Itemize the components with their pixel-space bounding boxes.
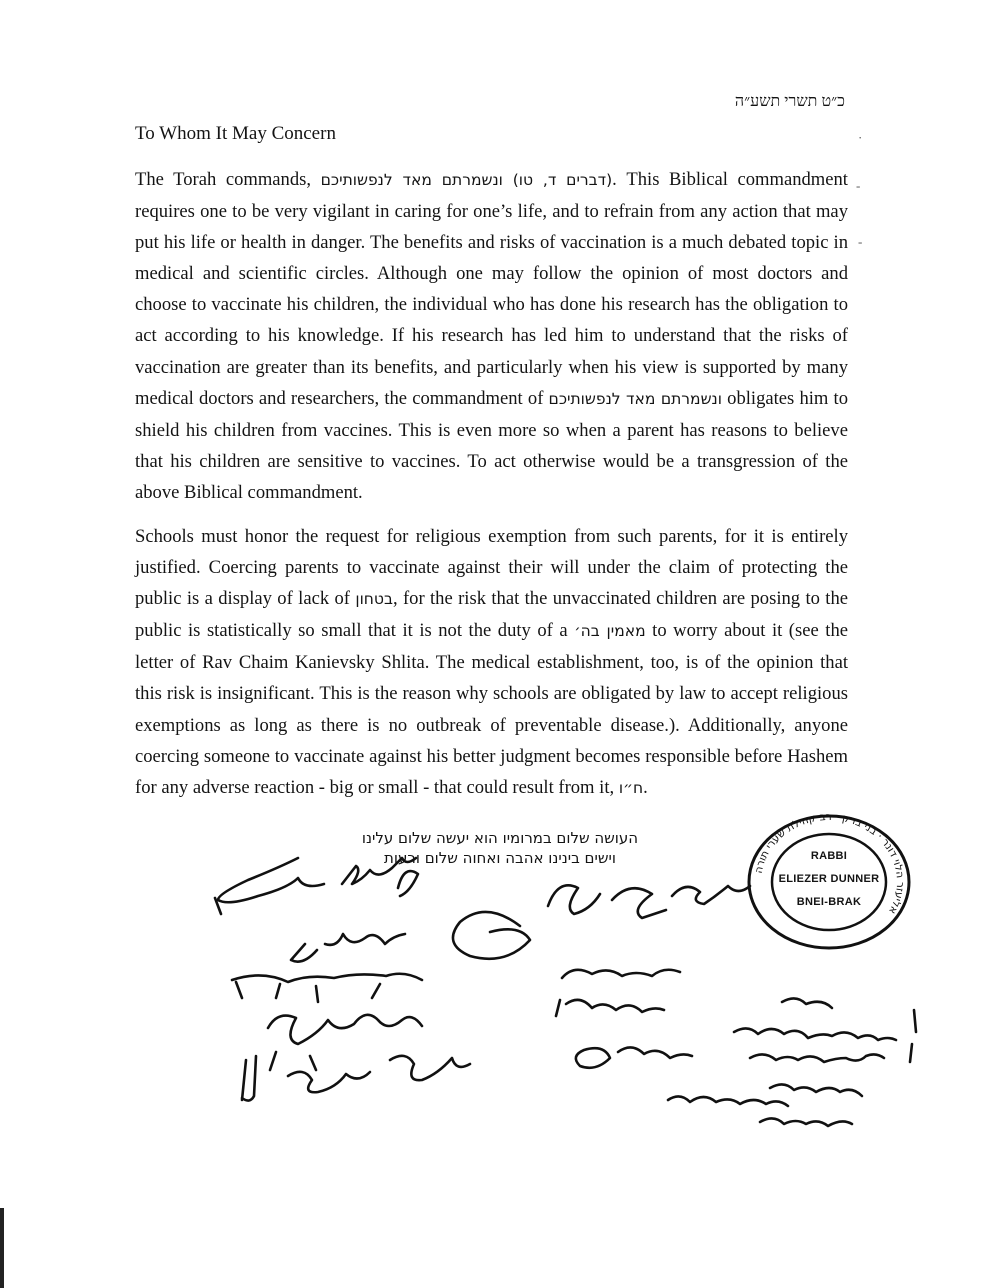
salutation: To Whom It May Concern bbox=[135, 123, 336, 144]
paragraph-2-text-c: to worry about it (see the letter of Rav Chaim Kanievsky Shlita. The medical establishment, too, is of the opinion that this risk is insignificant. This is the reason why schools are obligated by law to accept religious exemptions as long as there is no outbreak of preventable disease.). Additionally, anyone coercing someone to vaccinate against his better judgment becomes responsible before Hashem for any adverse reaction - big or small - that could result from it, bbox=[135, 620, 848, 798]
paragraph-2-text-d: . bbox=[643, 776, 648, 798]
stamp-title: RABBI bbox=[810, 850, 848, 862]
scan-edge bbox=[0, 1208, 4, 1288]
signature-6 bbox=[556, 970, 692, 1068]
paragraph-1-text-b: . This Biblical commandment requires one to be very vigilant in caring for one’s life, and to refrain from any action that may put his life or health in danger. The benefits and risks of vaccination is a much debated topic in medical and scientific circles. Although one may follow the opinion of most doctors and choose to vaccinate his children, the individual who has done his research has the obligation to act according to his knowledge. If his research has led him to understand that the risks of vaccination are greater than its benefits, and particularly when his view is supported by many medical doctors and researchers, the commandment of bbox=[135, 169, 848, 409]
paragraph-1-text-a: The Torah commands, bbox=[135, 169, 321, 190]
stamp-name: ELIEZER DUNNER bbox=[778, 873, 880, 885]
paragraph-2 bbox=[135, 521, 848, 804]
paragraph-2-text-a: Schools must honor the request for religious exemption from such parents, for it is entirely justified. Coercing parents to vaccinate against their will under the claim of protecting the public is a display of lack of bbox=[135, 526, 848, 610]
margin-mark: - bbox=[858, 234, 863, 249]
paragraph-1-hebrew-verse: (דברים ד, טו) ונשמרתם מאד לנפשותיכם bbox=[320, 171, 613, 189]
paragraph-2-hebrew-chas-vesholom: ח״ו bbox=[618, 778, 644, 797]
stamp-center-text bbox=[778, 845, 880, 914]
signature-5 bbox=[242, 1056, 470, 1101]
paragraph-1 bbox=[135, 164, 848, 508]
paragraph-2-hebrew-bitachon: בטחון bbox=[355, 590, 393, 609]
stamp-ring-text: אליעזר הלוי דונר · בני ברק · רב קהילת שערי תורה bbox=[752, 812, 907, 916]
signature-3 bbox=[232, 934, 422, 1002]
hebrew-date: כ״ט תשרי תשע״ה bbox=[734, 93, 845, 110]
paragraph-1-text-c: obligates him to shield his children from vaccines. This is even more so when a parent has reasons to believe that his children are sensitive to vaccines. To act otherwise would be a transgression of the above Biblical commandment. bbox=[135, 387, 848, 503]
stamp-city: BNEI-BRAK bbox=[796, 896, 862, 908]
signature-2 bbox=[453, 885, 750, 958]
paragraph-2-text-b: , for the risk that the unvaccinated children are posing to the public is statistically so small that it is not the duty of a bbox=[135, 588, 848, 642]
blessing-line-1: העושה שלום במרומיו הוא יעשה שלום עלינו bbox=[361, 829, 639, 847]
paragraph-1-hebrew-commandment: ונשמרתם מאד לנפשותיכם bbox=[548, 389, 722, 408]
signature-4 bbox=[268, 1015, 422, 1070]
margin-mark: · bbox=[858, 130, 863, 145]
paragraph-2-hebrew-believer: מאמין בה׳ bbox=[574, 622, 646, 641]
closing-blessing bbox=[300, 828, 700, 868]
margin-mark: - bbox=[856, 178, 861, 193]
blessing-line-2: וישים בינינו אהבה ואחוה שלום ורעות bbox=[384, 849, 616, 867]
rabbi-stamp bbox=[744, 812, 914, 952]
signature-7 bbox=[668, 998, 916, 1126]
